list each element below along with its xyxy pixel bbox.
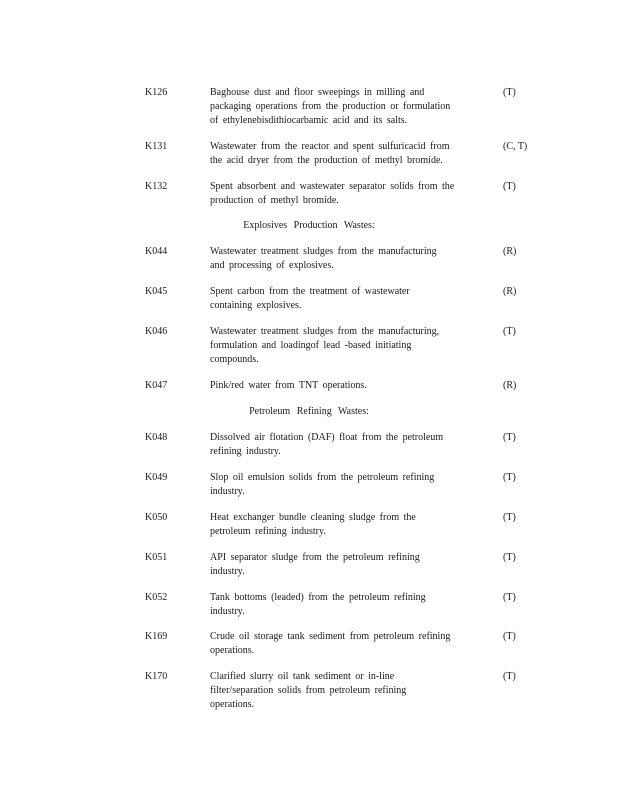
hazard-code: (T) (503, 87, 516, 98)
waste-description (210, 379, 495, 393)
waste-description (210, 630, 495, 658)
waste-description (210, 511, 495, 539)
waste-description (210, 140, 495, 168)
description-line: production of methyl bromide. (210, 195, 339, 206)
hazard-code: (T) (503, 671, 516, 682)
hazard-code: (T) (503, 326, 516, 337)
description-line: operations. (210, 699, 255, 710)
waste-description (210, 180, 495, 208)
hazard-code: (T) (503, 181, 516, 192)
description-line: Tank bottoms (leaded) from the petroleum refining (210, 592, 426, 603)
waste-description (210, 325, 495, 367)
description-line: Slop oil emulsion solids from the petroleum refining (210, 472, 435, 483)
waste-description (210, 670, 495, 712)
description-line: Pink/red water from TNT operations. (210, 380, 367, 391)
waste-description (210, 245, 495, 273)
waste-code: K169 (145, 631, 168, 642)
description-line: petroleum refining industry. (210, 526, 326, 537)
description-line: Spent absorbent and wastewater separator solids from the (210, 181, 455, 192)
hazard-code: (T) (503, 552, 516, 563)
waste-code: K047 (145, 380, 168, 391)
description-line: Wastewater treatment sludges from the manufacturing (210, 246, 437, 257)
waste-code: K044 (145, 246, 168, 257)
waste-code: K048 (145, 432, 168, 443)
description-line: packaging operations from the production or formulation (210, 101, 451, 112)
description-line: of ethylenebisdithiocarbamic acid and its salts. (210, 115, 408, 126)
description-line: Crude oil storage tank sediment from petroleum refining (210, 631, 451, 642)
hazard-code: (C, T) (503, 141, 528, 152)
waste-code: K049 (145, 472, 168, 483)
description-line: Heat exchanger bundle cleaning sludge from the (210, 512, 416, 523)
waste-description (210, 551, 495, 579)
description-line: the acid dryer from the production of methyl bromide. (210, 155, 443, 166)
description-line: Spent carbon from the treatment of wastewater (210, 286, 410, 297)
hazard-code: (R) (503, 246, 517, 257)
waste-code: K046 (145, 326, 168, 337)
waste-description (210, 86, 495, 128)
description-line: industry. (210, 566, 245, 577)
description-line: formulation and loadingof lead -based initiating (210, 340, 412, 351)
waste-code: K126 (145, 87, 168, 98)
waste-description (210, 285, 495, 313)
hazard-code: (T) (503, 631, 516, 642)
hazard-code: (T) (503, 512, 516, 523)
section-heading-explosives: Explosives Production Wastes: (243, 220, 375, 231)
waste-description (210, 591, 495, 619)
waste-code: K170 (145, 671, 168, 682)
description-line: Wastewater from the reactor and spent sulfuricacid from (210, 141, 450, 152)
description-line: Baghouse dust and floor sweepings in milling and (210, 87, 425, 98)
section-heading-petroleum: Petroleum Refining Wastes: (249, 406, 369, 417)
waste-code: K045 (145, 286, 168, 297)
description-line: Wastewater treatment sludges from the manufacturing, (210, 326, 440, 337)
hazard-code: (T) (503, 592, 516, 603)
waste-code: K132 (145, 181, 168, 192)
waste-description (210, 431, 495, 459)
waste-description (210, 471, 495, 499)
description-line: compounds. (210, 354, 259, 365)
description-line: industry. (210, 606, 245, 617)
waste-code: K050 (145, 512, 168, 523)
description-line: API separator sludge from the petroleum refining (210, 552, 420, 563)
hazard-code: (R) (503, 286, 517, 297)
waste-code: K051 (145, 552, 168, 563)
hazard-code: (T) (503, 432, 516, 443)
waste-code: K131 (145, 141, 168, 152)
description-line: containing explosives. (210, 300, 302, 311)
description-line: refining industry. (210, 446, 281, 457)
description-line: Clarified slurry oil tank sediment or in-line (210, 671, 395, 682)
waste-code: K052 (145, 592, 168, 603)
description-line: operations. (210, 645, 255, 656)
description-line: industry. (210, 486, 245, 497)
description-line: and processing of explosives. (210, 260, 334, 271)
description-line: filter/separation solids from petroleum refining (210, 685, 407, 696)
description-line: Dissolved air flotation (DAF) float from the petroleum (210, 432, 444, 443)
hazard-code: (T) (503, 472, 516, 483)
hazard-code: (R) (503, 380, 517, 391)
